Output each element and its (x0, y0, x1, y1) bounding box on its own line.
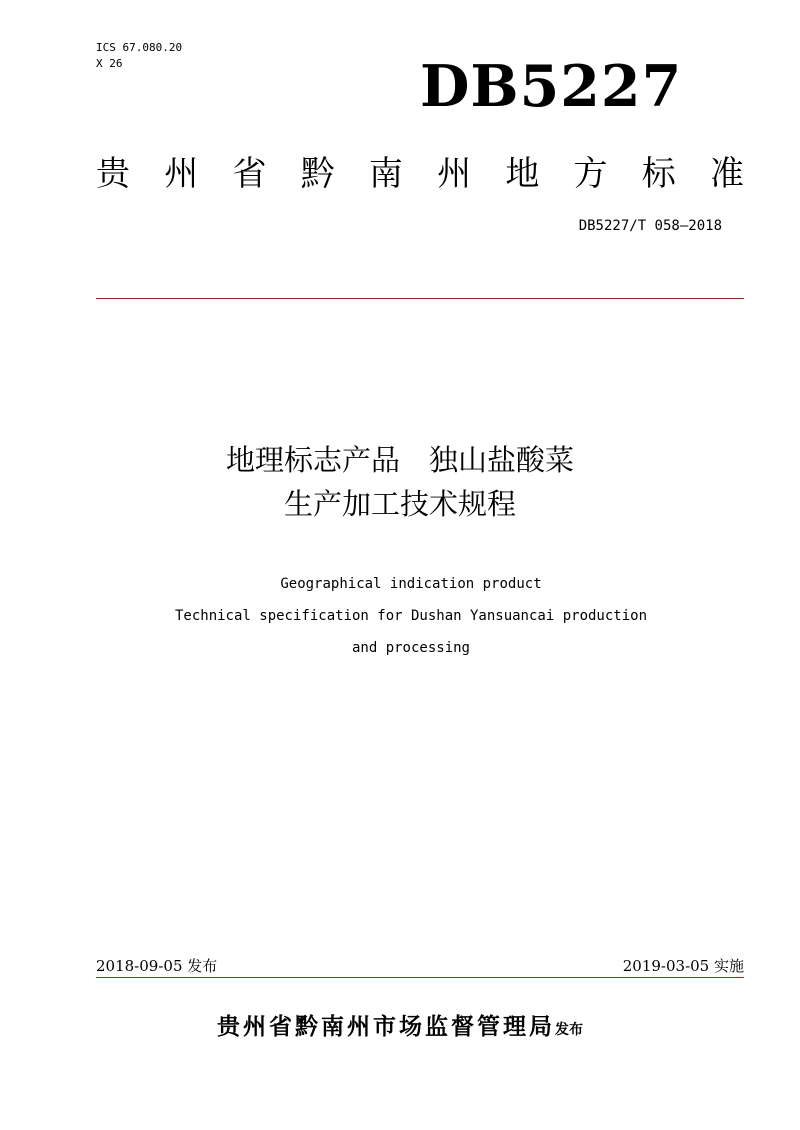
standard-type-char: 省 (232, 153, 267, 194)
chinese-title (0, 438, 800, 526)
standard-type-char: 州 (164, 153, 199, 194)
issuer-name: 贵州省黔南州市场监督管理局 (217, 1013, 555, 1040)
db-code-heading: DB5227 (420, 53, 683, 120)
bottom-divider (96, 977, 744, 978)
standard-type-char: 地 (505, 153, 540, 194)
chinese-title-line-1: 地理标志产品 独山盐酸菜 (225, 443, 574, 477)
standard-type-char: 贵 (96, 153, 130, 194)
standard-type-char: 方 (573, 153, 608, 194)
chinese-title-line-2: 生产加工技术规程 (283, 487, 516, 521)
standard-number: DB5227/T 058—2018 (578, 218, 722, 234)
issuer-line (0, 1008, 800, 1041)
publish-date: 2018-09-05 发布 (96, 957, 218, 975)
standard-type-char: 标 (641, 153, 676, 194)
standard-type-char: 南 (368, 153, 403, 194)
english-title (0, 568, 800, 664)
ccs-code: X 26 (96, 57, 123, 70)
standard-type-char: 准 (709, 153, 744, 194)
english-title-line-3: and processing (351, 640, 470, 656)
standard-type-char: 黔 (300, 153, 335, 194)
date-row (96, 955, 744, 976)
standard-type-char: 州 (437, 153, 472, 194)
english-title-line-2: Technical specification for Dushan Yansuancai production (174, 608, 647, 624)
ics-code: ICS 67.080.20 (96, 41, 183, 54)
standard-type-title (96, 145, 744, 195)
issuer-suffix: 发布 (555, 1022, 583, 1038)
english-title-line-1: Geographical indication product (280, 576, 542, 592)
top-divider (96, 298, 744, 299)
implement-date: 2019-03-05 实施 (622, 957, 744, 975)
classification-codes (96, 40, 182, 72)
